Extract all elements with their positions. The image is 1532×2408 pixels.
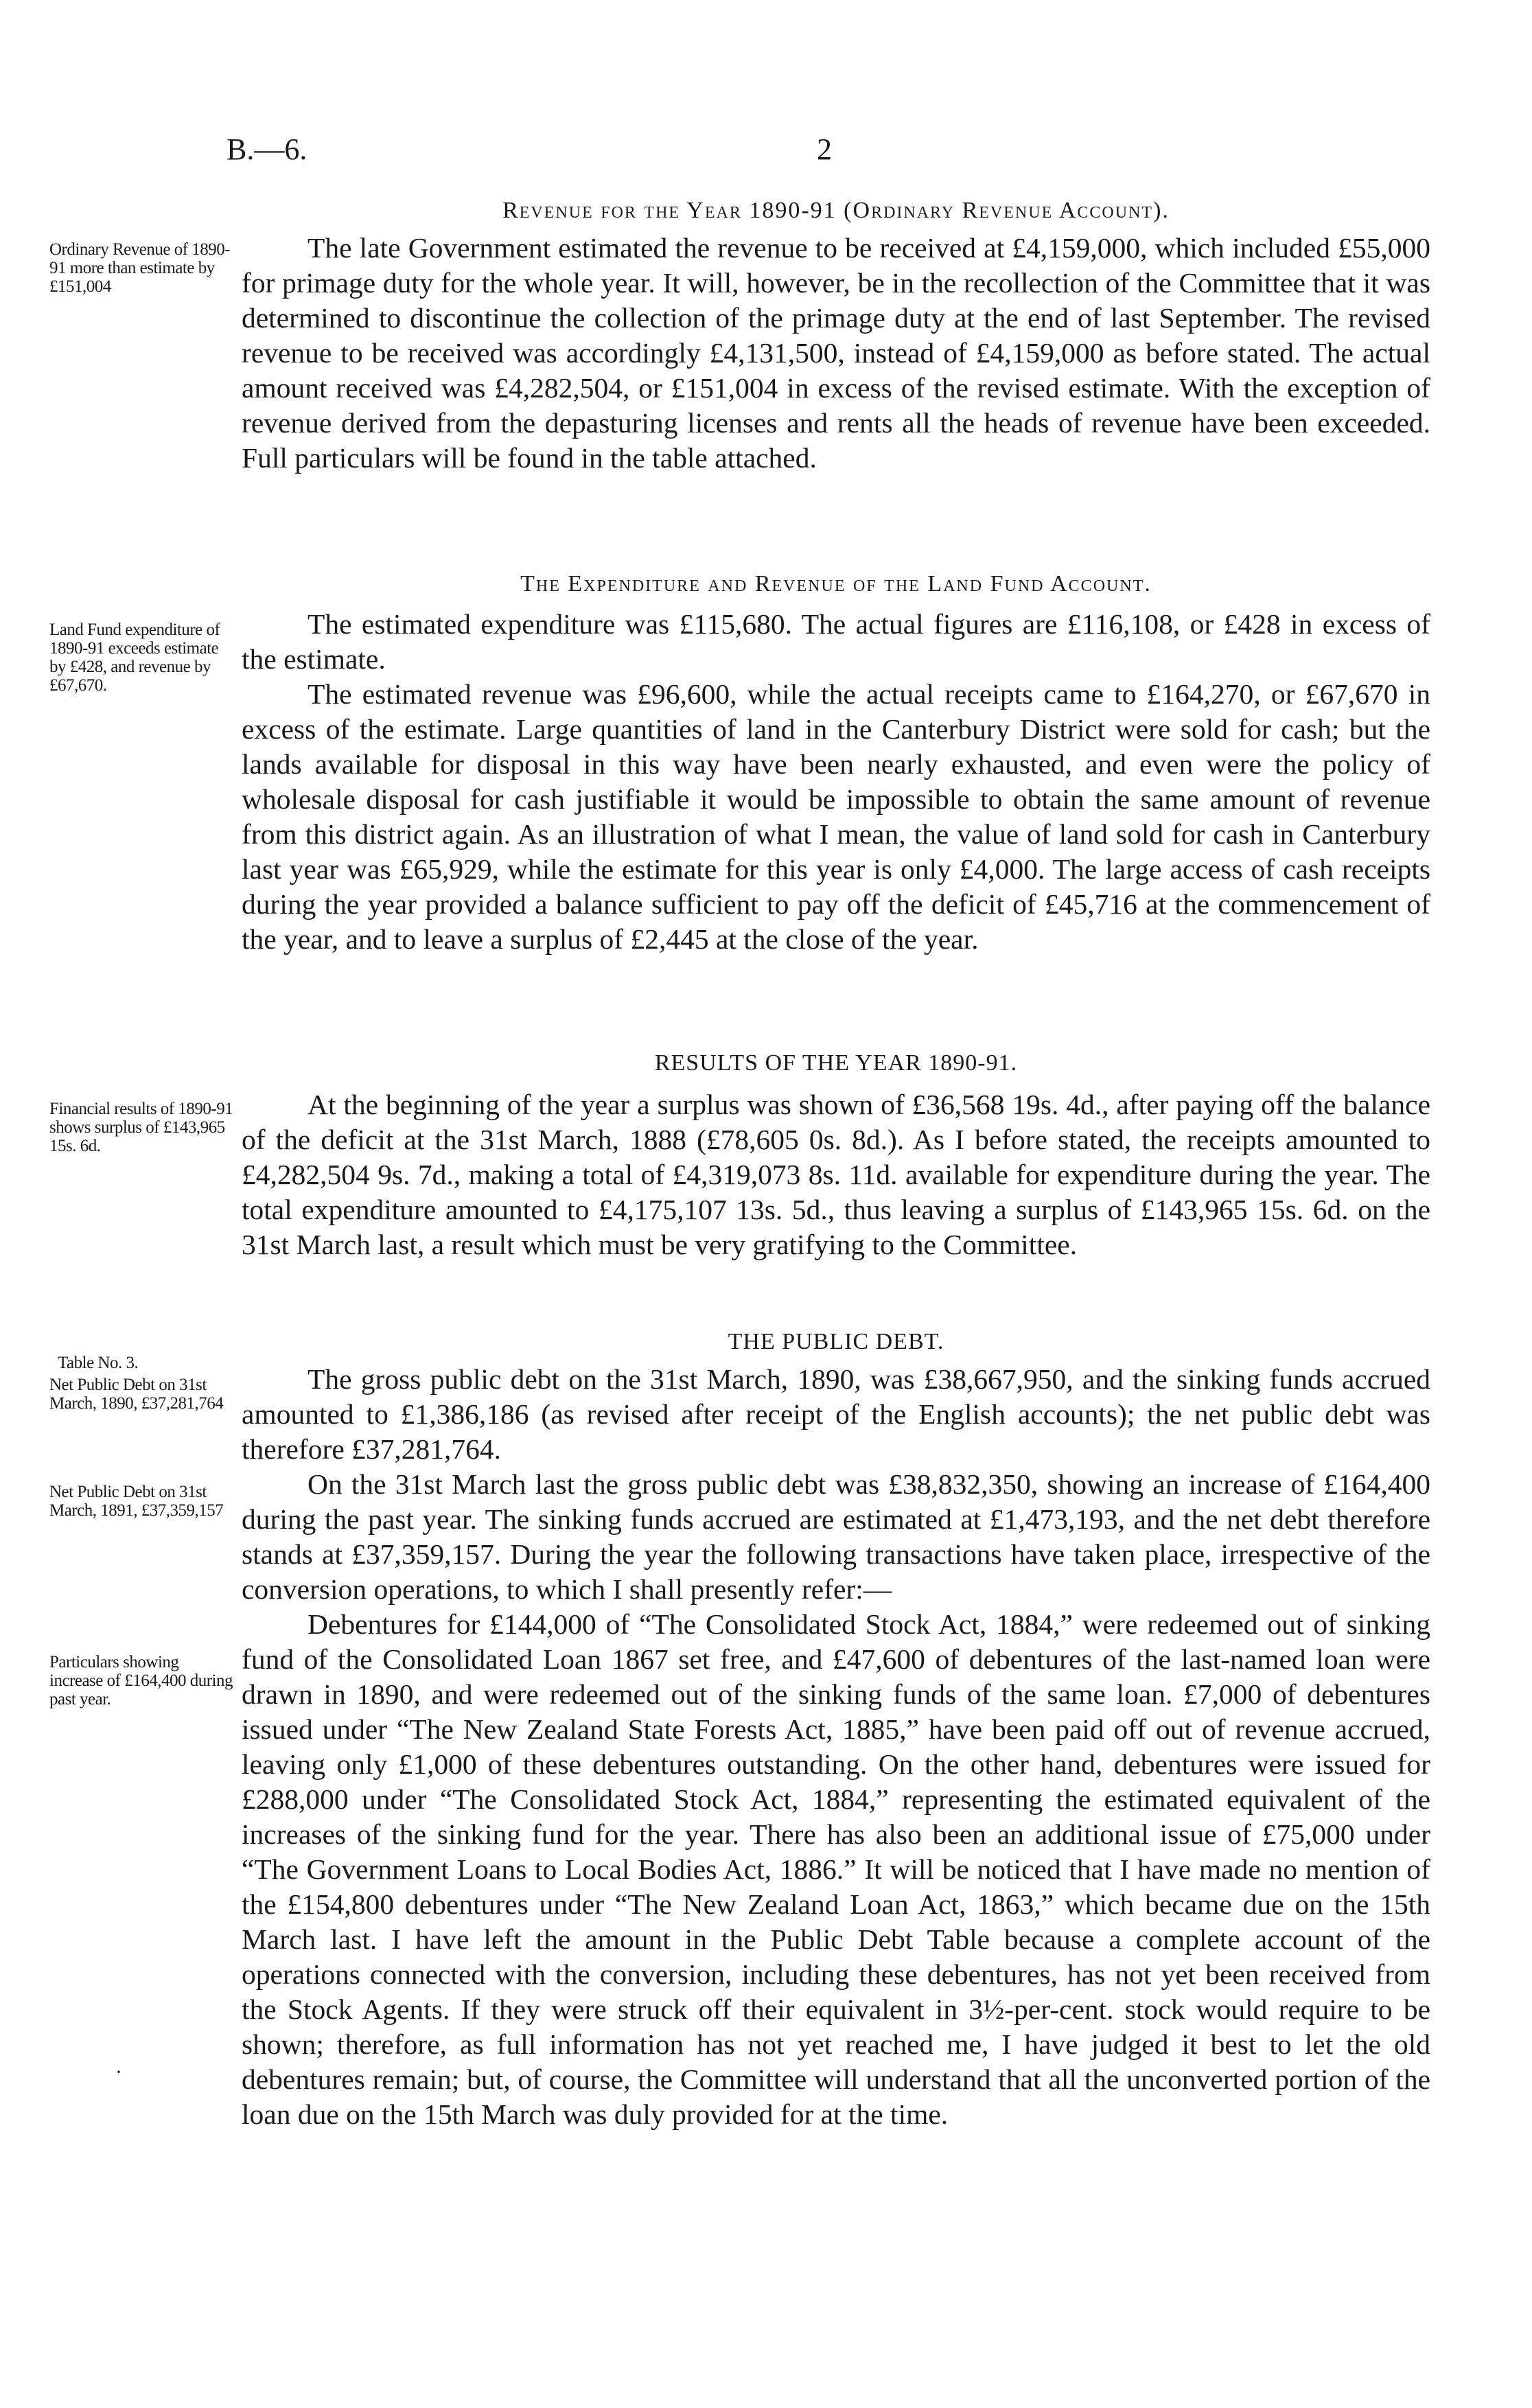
paragraph: On the 31st March last the gross public debt was £38,832,350, showing an increase of £164,400 during the past year. The sinking funds accrued are estimated at £1,473,193, and the net debt therefore stands at £37,359,157. During the year the following transactions have taken place, irrespective of the conversion operations, to which I shall presently refer:—	[242, 1468, 1430, 1605]
heading-results: RESULTS OF THE YEAR 1890-91.	[654, 1050, 1018, 1076]
page-number: 2	[817, 132, 832, 166]
margin-dot: ·	[115, 2061, 122, 2083]
side-note-table-reference: Table No. 3.	[58, 1354, 139, 1372]
side-note-debt-1890: Net Public Debt on 31st March, 1890, £37,281,764	[49, 1376, 224, 1413]
section-land-fund-body	[242, 607, 1430, 957]
paragraph: The estimated expenditure was £115,680. The actual figures are £116,108, or £428 in excess of the estimate.	[242, 608, 1430, 675]
section-public-debt-body	[242, 1362, 1430, 2132]
side-note-land-fund: Land Fund expenditure of 1890-91 exceeds estimate by £428, and revenue by £67,670.	[49, 621, 220, 695]
side-note-ordinary-revenue: Ordinary Revenue of 1890-91 more than estimate by £151,004	[49, 240, 231, 296]
heading-public-debt: THE PUBLIC DEBT.	[728, 1329, 944, 1354]
side-note-particulars: Particulars showing increase of £164,400 during past year.	[49, 1653, 233, 1709]
series-label: B.—6.	[227, 132, 307, 166]
paragraph: Debentures for £144,000 of “The Consolidated Stock Act, 1884,” were redeemed out of sinking fund of the Consolidated Loan 1867 set free, and £47,600 of debentures of the last-named loan were drawn in 1890, and were redeemed out of the sinking funds of the same loan. £7,000 of debentures issued under “The New Zealand State Forests Act, 1885,” have been paid off out of revenue accrued, leaving only £1,000 of these debentures outstanding. On the other hand, debentures were issued for £288,000 under “The Consolidated Stock Act, 1884,” representing the estimated equivalent of the increases of the sinking fund for the year. There has also been an additional issue of £75,000 under “The Government Loans to Local Bodies Act, 1886.” It will be noticed that I have made no mention of the £154,800 debentures under “The New Zealand Loan Act, 1863,” which became due on the 15th March last. I have left the amount in the Public Debt Table because a complete account of the operations connected with the conversion, including these debentures, has not yet been received from the Stock Agents. If they were struck off their equivalent in 3½-per-cent. stock would require to be shown; therefore, as full information has not yet reached me, I have judged it best to let the old debentures remain; but, of course, the Committee will understand that all the unconverted portion of the loan due on the 15th March was duly provided for at the time.	[242, 1608, 1430, 2130]
paragraph: The estimated revenue was £96,600, while the actual receipts came to £164,270, or £67,670 in excess of the estimate. Large quantities of land in the Canterbury District were sold for cash; but the lands available for disposal in this way have been nearly exhausted, and even were the policy of wholesale disposal for cash justifiable it would be impossible to obtain the same amount of revenue from this district again. As an illustration of what I mean, the value of land sold for cash in Canterbury last year was £65,929, while the estimate for this year is only £4,000. The large access of cash receipts during the year provided a balance sufficient to pay off the deficit of £45,716 at the commencement of the year, and to leave a surplus of £2,445 at the close of the year.	[242, 678, 1430, 955]
paragraph: The late Government estimated the revenue to be received at £4,159,000, which included £55,000 for primage duty for the whole year. It will, however, be in the recollection of the Committee that it was determined to discontinue the collection of the primage duty at the end of last September. The revised revenue to be received was accordingly £4,131,500, instead of £4,159,000 as before stated. The actual amount received was £4,282,504, or £151,004 in excess of the revised estimate. With the exception of revenue derived from the depasturing licenses and rents all the heads of revenue have been exceeded. Full particulars will be found in the table attached.	[242, 232, 1430, 474]
section-results-body	[242, 1087, 1430, 1262]
side-note-debt-1891: Net Public Debt on 31st March, 1891, £37,359,157	[49, 1483, 224, 1520]
heading-land-fund: The Expenditure and Revenue of the Land Fund Account.	[520, 571, 1152, 597]
paragraph: The gross public debt on the 31st March, 1890, was £38,667,950, and the sinking funds accrued amounted to £1,386,186 (as revised after receipt of the English accounts); the net public debt was therefore £37,281,764.	[242, 1363, 1430, 1465]
heading-ordinary-revenue: Revenue for the Year 1890-91 (Ordinary Revenue Account).	[502, 198, 1170, 223]
section-ordinary-revenue-body	[242, 231, 1430, 476]
side-note-results: Financial results of 1890-91 shows surplus of £143,965 15s. 6d.	[49, 1100, 233, 1155]
paragraph: At the beginning of the year a surplus was shown of £36,568 19s. 4d., after paying off the balance of the deficit at the 31st March, 1888 (£78,605 0s. 8d.). As I before stated, the receipts amounted to £4,282,504 9s. 7d., making a total of £4,319,073 8s. 11d. available for expenditure during the year. The total expenditure amounted to £4,175,107 13s. 5d., thus leaving a surplus of £143,965 15s. 6d. on the 31st March last, a result which must be very gratifying to the Committee.	[242, 1089, 1430, 1260]
running-header	[227, 132, 1359, 173]
